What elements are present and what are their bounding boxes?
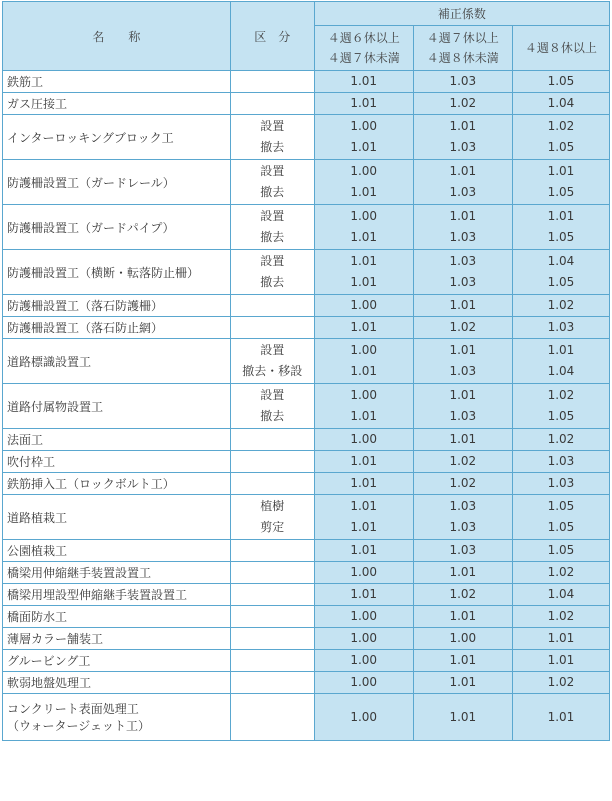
category-cell — [230, 250, 314, 295]
coefficient-cell — [512, 160, 609, 205]
category-text — [235, 317, 310, 338]
coefficient-cell — [512, 384, 609, 429]
category-column-header: 区 分 — [230, 2, 314, 71]
item-name-cell — [3, 93, 231, 115]
coefficient-value: 1.01 — [350, 275, 378, 289]
category-cell — [230, 562, 314, 584]
table-row — [3, 584, 610, 606]
table-row — [3, 384, 610, 429]
coefficient-cell — [314, 606, 413, 628]
item-name-cell — [3, 584, 231, 606]
coefficient-cell — [413, 71, 512, 93]
coefficient-value: 1.01 — [449, 298, 477, 312]
coefficient-value: 1.00 — [350, 343, 378, 357]
coefficient-cell — [413, 672, 512, 694]
item-name-cell — [3, 562, 231, 584]
coefficient-value: 1.01 — [449, 209, 477, 223]
coefficient-value: 1.01 — [547, 709, 575, 724]
item-name-text: 鉄筋工 — [7, 75, 44, 89]
coefficient-value: 1.03 — [449, 254, 477, 268]
coefficient-cell — [413, 339, 512, 384]
item-name-text: 軟弱地盤処理工 — [7, 676, 92, 690]
coefficient-value: 1.00 — [350, 631, 378, 645]
coefficient-value: 1.02 — [547, 298, 575, 312]
coefficient-value: 1.00 — [350, 432, 378, 446]
item-name-text: 防護柵設置工（ガードパイプ） — [7, 220, 175, 235]
category-text — [235, 584, 310, 605]
category-text: 設置 — [260, 388, 285, 402]
category-text: 設置 — [260, 164, 285, 178]
coefficient-value: 1.05 — [547, 74, 575, 88]
item-name-text: グルービング工 — [7, 654, 91, 668]
category-text: 撤去・移設 — [242, 364, 303, 378]
table-row — [3, 606, 610, 628]
coefficient-value: 1.02 — [547, 609, 575, 623]
item-name-cell — [3, 473, 231, 495]
table-row — [3, 650, 610, 672]
coefficient-value: 1.05 — [547, 185, 575, 199]
coefficient-value: 1.01 — [350, 476, 378, 490]
coefficient-cell — [413, 384, 512, 429]
table-row — [3, 473, 610, 495]
coefficient-value: 1.01 — [547, 653, 575, 667]
category-cell — [230, 71, 314, 93]
category-cell — [230, 451, 314, 473]
item-name-text: 道路標識設置工 — [7, 354, 92, 369]
coefficient-cell — [314, 71, 413, 93]
coefficient-cell — [512, 650, 609, 672]
table-row — [3, 429, 610, 451]
coefficient-value: 1.05 — [547, 520, 575, 534]
table-row — [3, 115, 610, 160]
coefficient-value: 1.01 — [350, 364, 378, 378]
coefficient-cell — [512, 562, 609, 584]
category-text — [235, 429, 310, 450]
item-name-text: 鉄筋挿入工（ロックボルト工） — [7, 477, 175, 491]
coefficient-value: 1.01 — [547, 209, 575, 223]
coefficient-cell — [314, 694, 413, 741]
coefficient-cell — [314, 384, 413, 429]
table-body — [3, 71, 610, 741]
coefficient-value: 1.01 — [547, 631, 575, 645]
category-text — [235, 473, 310, 494]
category-cell — [230, 429, 314, 451]
coefficient-value: 1.01 — [449, 709, 477, 724]
coefficient-cell — [413, 473, 512, 495]
category-text — [235, 540, 310, 561]
coefficient-value: 1.02 — [449, 454, 477, 468]
coefficient-cell — [413, 495, 512, 540]
category-cell — [230, 205, 314, 250]
item-name-cell — [3, 672, 231, 694]
item-name-text: 橋面防水工 — [7, 610, 68, 624]
coef-col3-header: ４週８休以上 — [512, 26, 609, 71]
coefficient-cell — [512, 295, 609, 317]
coefficient-value: 1.01 — [449, 343, 477, 357]
item-name-text: コンクリート表面処理工 — [7, 702, 139, 716]
coefficient-value: 1.05 — [547, 499, 575, 513]
item-name-cell — [3, 384, 231, 429]
coefficient-value: 1.01 — [350, 409, 378, 423]
coefficient-value: 1.00 — [350, 388, 378, 402]
coefficient-cell — [314, 250, 413, 295]
name-column-header: 名 称 — [3, 2, 231, 71]
coefficient-value: 1.01 — [350, 230, 378, 244]
coefficient-cell — [413, 93, 512, 115]
coefficient-value: 1.03 — [449, 140, 477, 154]
item-name-text: 防護柵設置工（落石防護柵） — [7, 299, 164, 313]
item-name-cell — [3, 71, 231, 93]
item-name-text: 道路植栽工 — [7, 510, 68, 525]
coefficient-value: 1.02 — [547, 432, 575, 446]
table-row — [3, 93, 610, 115]
coefficient-value: 1.01 — [350, 587, 378, 601]
coefficient-cell — [314, 650, 413, 672]
coefficient-value: 1.05 — [547, 543, 575, 557]
coefficient-cell — [512, 93, 609, 115]
coefficient-value: 1.03 — [547, 454, 575, 468]
coefficient-value: 1.01 — [449, 388, 477, 402]
coefficient-value: 1.01 — [350, 543, 378, 557]
coefficient-value: 1.03 — [449, 275, 477, 289]
category-text: 設置 — [260, 343, 285, 357]
coefficient-cell — [413, 562, 512, 584]
coefficient-value: 1.00 — [350, 164, 378, 178]
category-cell — [230, 93, 314, 115]
coefficient-cell — [314, 429, 413, 451]
coefficient-cell — [512, 115, 609, 160]
coefficient-value: 1.02 — [547, 388, 575, 402]
coefficient-value: 1.05 — [547, 275, 575, 289]
coefficient-value: 1.01 — [350, 520, 378, 534]
coefficient-cell — [413, 160, 512, 205]
coefficient-value: 1.01 — [350, 74, 378, 88]
coefficient-cell — [413, 694, 512, 741]
coefficient-value: 1.05 — [547, 140, 575, 154]
coefficient-cell — [413, 250, 512, 295]
table-row — [3, 562, 610, 584]
table-row — [3, 540, 610, 562]
coefficient-cell — [314, 295, 413, 317]
category-text — [235, 71, 310, 92]
item-name-text: 防護柵設置工（ガードレール） — [7, 175, 175, 190]
item-name-cell — [3, 339, 231, 384]
item-name-cell — [3, 540, 231, 562]
coefficient-cell — [314, 495, 413, 540]
coefficient-value: 1.01 — [350, 254, 378, 268]
coefficient-cell — [512, 71, 609, 93]
coefficient-value: 1.01 — [350, 140, 378, 154]
category-cell — [230, 295, 314, 317]
coefficient-value: 1.04 — [547, 587, 575, 601]
category-cell — [230, 672, 314, 694]
coefficient-value: 1.02 — [547, 565, 575, 579]
coefficient-value: 1.01 — [449, 565, 477, 579]
category-text — [235, 451, 310, 472]
coefficient-cell — [413, 115, 512, 160]
coefficient-value: 1.04 — [547, 364, 575, 378]
table-row — [3, 160, 610, 205]
item-name-cell — [3, 115, 231, 160]
category-cell — [230, 584, 314, 606]
category-text — [235, 93, 310, 114]
table-row — [3, 672, 610, 694]
table-row — [3, 295, 610, 317]
coefficient-value: 1.00 — [350, 609, 378, 623]
category-text: 設置 — [260, 119, 285, 133]
coefficient-value: 1.01 — [350, 454, 378, 468]
coefficient-cell — [314, 473, 413, 495]
table-row — [3, 250, 610, 295]
table-row — [3, 317, 610, 339]
coefficient-value: 1.01 — [350, 499, 378, 513]
item-name-cell — [3, 628, 231, 650]
category-cell — [230, 473, 314, 495]
category-text — [235, 707, 310, 728]
coefficient-cell — [512, 250, 609, 295]
category-cell — [230, 606, 314, 628]
category-cell — [230, 650, 314, 672]
coef-col2-line1: ４週７休以上 — [426, 31, 499, 45]
category-cell — [230, 317, 314, 339]
coefficient-value: 1.01 — [449, 164, 477, 178]
coef-col1-header — [314, 26, 413, 71]
coefficient-cell — [314, 672, 413, 694]
coefficient-value: 1.03 — [449, 499, 477, 513]
category-cell — [230, 628, 314, 650]
category-text — [235, 628, 310, 649]
coef-col1-line1: ４週６休以上 — [327, 31, 400, 45]
coefficient-cell — [314, 205, 413, 250]
category-text: 設置 — [260, 209, 285, 223]
coefficient-value: 1.01 — [350, 96, 378, 110]
table-row — [3, 205, 610, 250]
coefficient-value: 1.03 — [449, 543, 477, 557]
category-text — [235, 650, 310, 671]
category-text: 撤去 — [260, 409, 285, 423]
coefficient-cell — [512, 429, 609, 451]
table-header — [3, 2, 610, 71]
category-text: 撤去 — [260, 275, 285, 289]
category-cell — [230, 339, 314, 384]
table-row — [3, 628, 610, 650]
item-name-text: 公園植栽工 — [7, 544, 68, 558]
coefficient-cell — [512, 317, 609, 339]
coefficient-cell — [512, 451, 609, 473]
coefficient-cell — [413, 650, 512, 672]
coefficient-cell — [512, 584, 609, 606]
coefficient-value: 1.00 — [350, 298, 378, 312]
item-name-cell — [3, 429, 231, 451]
item-name-cell — [3, 495, 231, 540]
coefficient-cell — [413, 628, 512, 650]
coefficient-cell — [314, 451, 413, 473]
category-text — [235, 672, 310, 693]
coefficient-value: 1.03 — [547, 320, 575, 334]
category-cell — [230, 115, 314, 160]
coef-col2-line2: ４週８休未満 — [426, 51, 499, 65]
item-name-text: 薄層カラー舗装工 — [7, 632, 104, 646]
table-row — [3, 694, 610, 741]
coefficient-value: 1.02 — [547, 675, 575, 689]
category-cell — [230, 694, 314, 741]
coefficient-value: 1.02 — [449, 320, 477, 334]
coefficient-cell — [512, 628, 609, 650]
table-row — [3, 495, 610, 540]
category-cell — [230, 160, 314, 205]
coefficient-group-header: 補正係数 — [314, 2, 609, 26]
coefficient-value: 1.00 — [449, 631, 477, 645]
coefficient-cell — [314, 317, 413, 339]
coefficient-cell — [413, 317, 512, 339]
coefficient-cell — [413, 584, 512, 606]
coefficient-cell — [512, 540, 609, 562]
correction-coefficient-table — [2, 1, 610, 741]
coefficient-value: 1.05 — [547, 230, 575, 244]
table-row — [3, 339, 610, 384]
category-text — [235, 295, 310, 316]
category-text — [235, 562, 310, 583]
coefficient-value: 1.00 — [350, 119, 378, 133]
item-name-cell — [3, 650, 231, 672]
coefficient-cell — [413, 429, 512, 451]
coefficient-value: 1.01 — [547, 343, 575, 357]
category-text: 撤去 — [260, 230, 285, 244]
table-row — [3, 71, 610, 93]
item-name-cell — [3, 694, 231, 741]
coefficient-value: 1.05 — [547, 409, 575, 423]
coefficient-value: 1.03 — [547, 476, 575, 490]
coefficient-cell — [512, 672, 609, 694]
coefficient-cell — [413, 205, 512, 250]
coefficient-value: 1.01 — [449, 432, 477, 446]
coefficient-value: 1.00 — [350, 653, 378, 667]
coefficient-value: 1.01 — [449, 653, 477, 667]
coefficient-value: 1.00 — [350, 675, 378, 689]
coefficient-value: 1.03 — [449, 230, 477, 244]
coefficient-value: 1.02 — [547, 119, 575, 133]
table-row — [3, 451, 610, 473]
item-name-cell — [3, 295, 231, 317]
category-cell — [230, 540, 314, 562]
item-name-cell — [3, 606, 231, 628]
coefficient-value: 1.00 — [350, 709, 378, 724]
coefficient-value: 1.01 — [350, 320, 378, 334]
coefficient-cell — [314, 115, 413, 160]
item-name-text: （ウォータージェット工） — [7, 719, 151, 733]
coefficient-cell — [512, 694, 609, 741]
item-name-text: 橋梁用埋設型伸縮継手装置設置工 — [7, 588, 188, 602]
item-name-text: ガス圧接工 — [7, 97, 68, 111]
coefficient-cell — [314, 562, 413, 584]
coefficient-value: 1.04 — [547, 254, 575, 268]
category-text: 撤去 — [260, 185, 285, 199]
coefficient-value: 1.01 — [547, 164, 575, 178]
coefficient-cell — [314, 540, 413, 562]
coefficient-cell — [314, 93, 413, 115]
coefficient-value: 1.02 — [449, 476, 477, 490]
coefficient-cell — [512, 339, 609, 384]
coefficient-value: 1.01 — [449, 119, 477, 133]
category-cell — [230, 495, 314, 540]
item-name-text: 防護柵設置工（横断・転落防止柵） — [7, 265, 200, 280]
item-name-cell — [3, 317, 231, 339]
coefficient-value: 1.03 — [449, 185, 477, 199]
coefficient-cell — [413, 295, 512, 317]
item-name-text: 吹付枠工 — [7, 455, 56, 469]
category-text: 剪定 — [260, 520, 285, 534]
category-cell — [230, 384, 314, 429]
coefficient-cell — [314, 160, 413, 205]
category-text — [235, 606, 310, 627]
coefficient-value: 1.01 — [449, 675, 477, 689]
coefficient-cell — [512, 205, 609, 250]
coefficient-value: 1.04 — [547, 96, 575, 110]
item-name-cell — [3, 250, 231, 295]
category-text: 設置 — [260, 254, 285, 268]
item-name-cell — [3, 451, 231, 473]
item-name-cell — [3, 160, 231, 205]
item-name-cell — [3, 205, 231, 250]
coefficient-value: 1.00 — [350, 209, 378, 223]
coefficient-value: 1.01 — [449, 609, 477, 623]
item-name-text: インターロッキングブロック工 — [7, 130, 174, 145]
coef-col2-header — [413, 26, 512, 71]
item-name-text: 道路付属物設置工 — [7, 399, 104, 414]
item-name-text: 防護柵設置工（落石防止網） — [7, 321, 164, 335]
coefficient-value: 1.03 — [449, 520, 477, 534]
item-name-text: 法面工 — [7, 433, 44, 447]
coefficient-cell — [314, 339, 413, 384]
coefficient-value: 1.01 — [350, 185, 378, 199]
category-text: 植樹 — [260, 499, 285, 513]
coef-col1-line2: ４週７休未満 — [327, 51, 400, 65]
coefficient-cell — [314, 628, 413, 650]
coefficient-value: 1.03 — [449, 364, 477, 378]
coefficient-value: 1.03 — [449, 74, 477, 88]
coefficient-value: 1.02 — [449, 587, 477, 601]
coefficient-cell — [512, 606, 609, 628]
coefficient-cell — [413, 540, 512, 562]
category-text: 撤去 — [260, 140, 285, 154]
coefficient-cell — [413, 451, 512, 473]
coefficient-value: 1.00 — [350, 565, 378, 579]
coefficient-value: 1.03 — [449, 409, 477, 423]
coefficient-cell — [512, 473, 609, 495]
coefficient-value: 1.02 — [449, 96, 477, 110]
coefficient-cell — [314, 584, 413, 606]
coefficient-cell — [512, 495, 609, 540]
item-name-text: 橋梁用伸縮継手装置設置工 — [7, 566, 152, 580]
coefficient-cell — [413, 606, 512, 628]
